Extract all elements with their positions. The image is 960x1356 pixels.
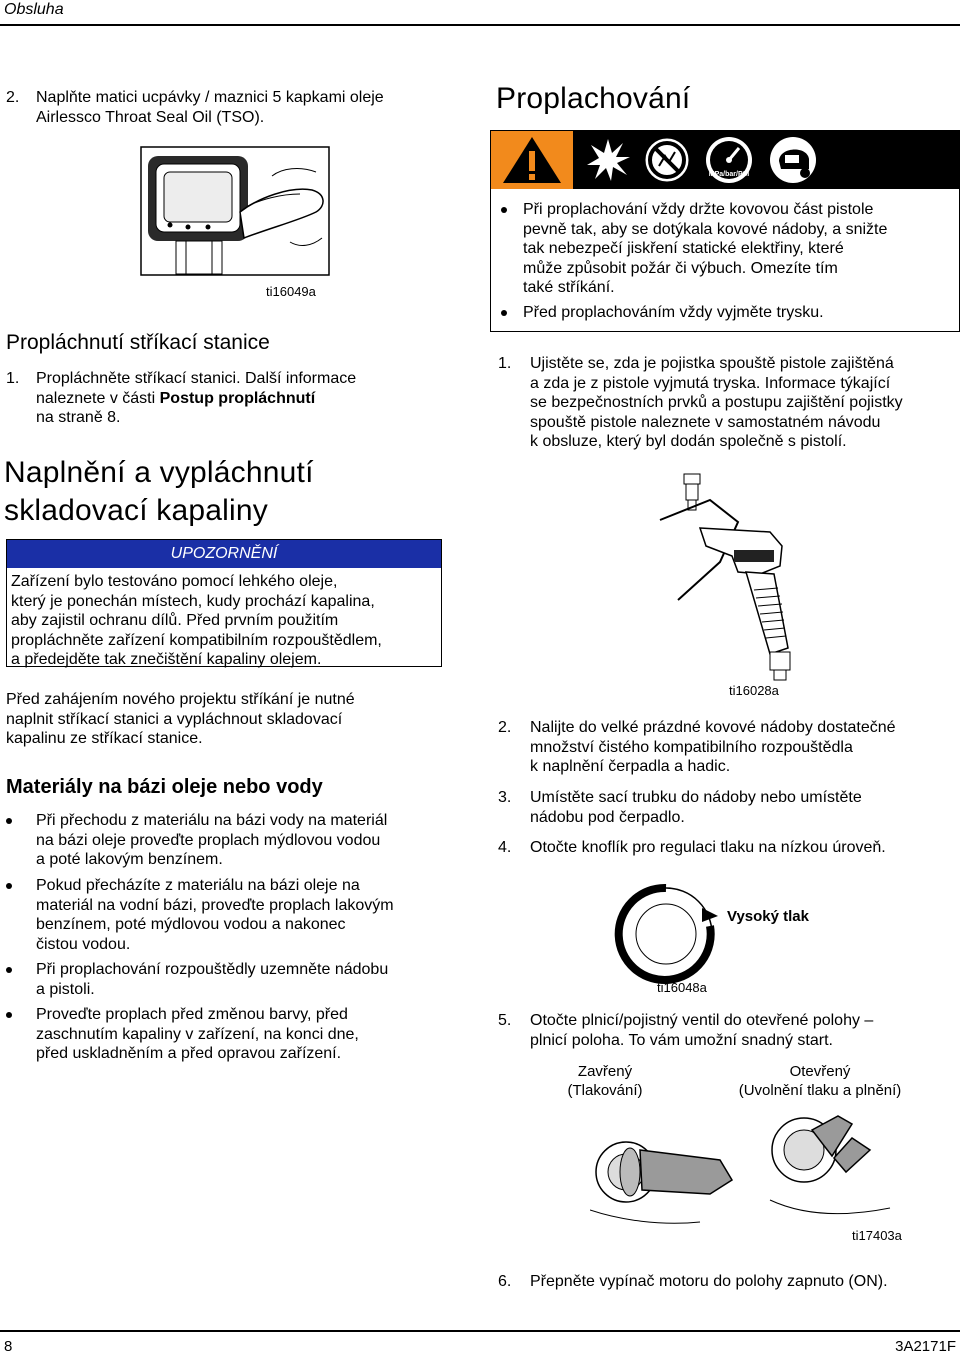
step-number: 2. — [498, 719, 512, 736]
notice-text: Zařízení bylo testováno pomocí lehkého oleje, — [11, 573, 338, 590]
step-text: Airlessco Throat Seal Oil (TSO). — [36, 108, 265, 126]
pressure-label: MPa/bar/PSI — [708, 171, 750, 178]
header-rule — [0, 24, 960, 26]
notice-title: UPOZORNĚNÍ — [7, 540, 441, 568]
bullet-icon — [6, 967, 12, 973]
pressure-gauge-icon — [703, 134, 755, 186]
figure-caption: ti16049a — [266, 284, 316, 299]
spray-gun-figure — [650, 470, 830, 690]
valve-closed-label: Zavřený (Tlakování) — [567, 1063, 643, 1099]
bullet-icon — [501, 310, 507, 316]
step-number: 6. — [498, 1273, 512, 1290]
notice-box — [6, 539, 442, 667]
flushing-step-1: 1. Ujistěte se, zda je pojistka spouště pistole zajištěná a zda je z pistole vyjmutá tryska. Informace týkající se bezpečnostních prvků a postupu zajištění pojistky spouště pistole naleznete v samostatném návodu k obsluze, který byl dodán společně s pistolí. — [498, 355, 903, 450]
flush-procedure-reference[interactable]: Postup propláchnutí — [159, 389, 316, 407]
high-pressure-label: Vysoký tlak — [727, 908, 809, 925]
warning-icon-strip — [491, 131, 959, 189]
warning-bullet-1: Při proplachování vždy držte kovovou část pistole pevně tak, aby se dotýkala kovové nádoby, a snižte tak nebezpečí jiskření statické elektřiny, které může způsobit požár či výbuch. Omezíte tím také stříkání. — [501, 200, 959, 298]
bullet-icon — [6, 883, 12, 889]
face-protection-icon — [767, 135, 819, 185]
step-text: naleznete v části — [36, 389, 160, 407]
step-text: na straně 8. — [36, 409, 121, 426]
materials-bullet-1: Při přechodu z materiálu na bázi vody na materiál na bázi oleje proveďte proplach mýdlovou vodou a poté lakovým benzínem. — [6, 811, 456, 870]
page-number: 8 — [4, 1338, 13, 1355]
no-spark-icon — [643, 136, 691, 184]
bullet-icon — [6, 818, 12, 824]
flushing-step-2: 2. Nalijte do velké prázdné kovové nádoby dostatečné množství čistého kompatibilního rozpouštědla k naplnění čerpadla a hadic. — [498, 719, 896, 775]
lubrication-figure — [140, 146, 330, 300]
left-step-2 — [6, 88, 456, 127]
figure-caption: ti17403a — [852, 1228, 902, 1243]
running-header: Obsluha — [4, 1, 64, 18]
flushing-step-5: 5. Otočte plnicí/pojistný ventil do otevřené polohy – plnicí poloha. To vám umožní snadný start. — [498, 1012, 874, 1049]
pressure-knob-figure — [606, 876, 726, 986]
flush-station-step-1 — [6, 369, 456, 428]
flushing-step-6: 6. Přepněte vypínač motoru do polohy zapnuto (ON). — [498, 1273, 888, 1290]
step-number: 4. — [498, 839, 512, 856]
notice-text: propláchněte zařízení kompatibilním rozpouštědlem, — [11, 631, 382, 649]
materials-heading: Materiály na bázi oleje nebo vody — [6, 776, 323, 798]
step-number: 3. — [498, 789, 512, 806]
step-number: 5. — [498, 1012, 512, 1029]
step-number: 1. — [6, 370, 20, 387]
fill-heading-line-2: skladovací kapaliny — [4, 494, 268, 527]
warning-box — [490, 130, 960, 332]
footer-rule — [0, 1330, 960, 1332]
flush-station-heading: Propláchnutí stříkací stanice — [6, 331, 270, 354]
notice-text: a předejděte tak znečištění kapaliny olejem. — [11, 651, 322, 668]
flushing-step-3: 3. Umístěte sací trubku do nádoby nebo umístěte nádobu pod čerpadlo. — [498, 789, 862, 826]
intro-paragraph: Před zahájením nového projektu stříkání je nutné naplnit stříkací stanici a vypláchnout skladovací kapalinu ze stříkací stanice. — [6, 691, 355, 747]
materials-bullet-3: Při proplachování rozpouštědly uzemněte nádobu a pistoli. — [6, 960, 456, 999]
flushing-step-4: 4. Otočte knoflík pro regulaci tlaku na nízkou úroveň. — [498, 839, 886, 856]
fill-heading-line-1: Naplnění a vypláchnutí — [4, 456, 314, 489]
figure-caption: ti16028a — [729, 683, 779, 698]
figure-caption: ti16048a — [657, 980, 707, 995]
materials-bullet-4: Proveďte proplach před změnou barvy, před zaschnutím kapaliny v zařízení, na konci dne, před uskladněním a před opravou zařízení. — [6, 1005, 456, 1064]
step-number: 2. — [6, 89, 20, 106]
step-number: 1. — [498, 355, 512, 372]
valve-open-label: Otevřený (Uvolnění tlaku a plnění) — [738, 1063, 902, 1099]
notice-text: aby zajistil ochranu dílů. Před prvním použitím — [11, 612, 339, 629]
flushing-heading: Proplachování — [496, 82, 691, 115]
warning-bullet-2: Před proplachováním vždy vyjměte trysku. — [501, 303, 959, 323]
warning-triangle-icon — [491, 131, 573, 189]
step-text: Naplňte matici ucpávky / maznici 5 kapkami oleje — [36, 89, 384, 106]
materials-bullet-2: Pokud přecházíte z materiálu na bázi oleje na materiál na vodní bázi, proveďte proplach lakovým benzínem, poté mýdlovou vodou a nakonec čistou vodou. — [6, 876, 456, 954]
explosion-icon — [583, 135, 633, 185]
notice-text: který je ponechán místech, kudy prochází kapalina, — [11, 592, 375, 610]
bullet-icon — [6, 1012, 12, 1018]
document-number: 3A2171F — [895, 1338, 956, 1355]
step-text: Propláchněte stříkací stanici. Další informace — [36, 370, 357, 387]
bullet-icon — [501, 207, 507, 213]
